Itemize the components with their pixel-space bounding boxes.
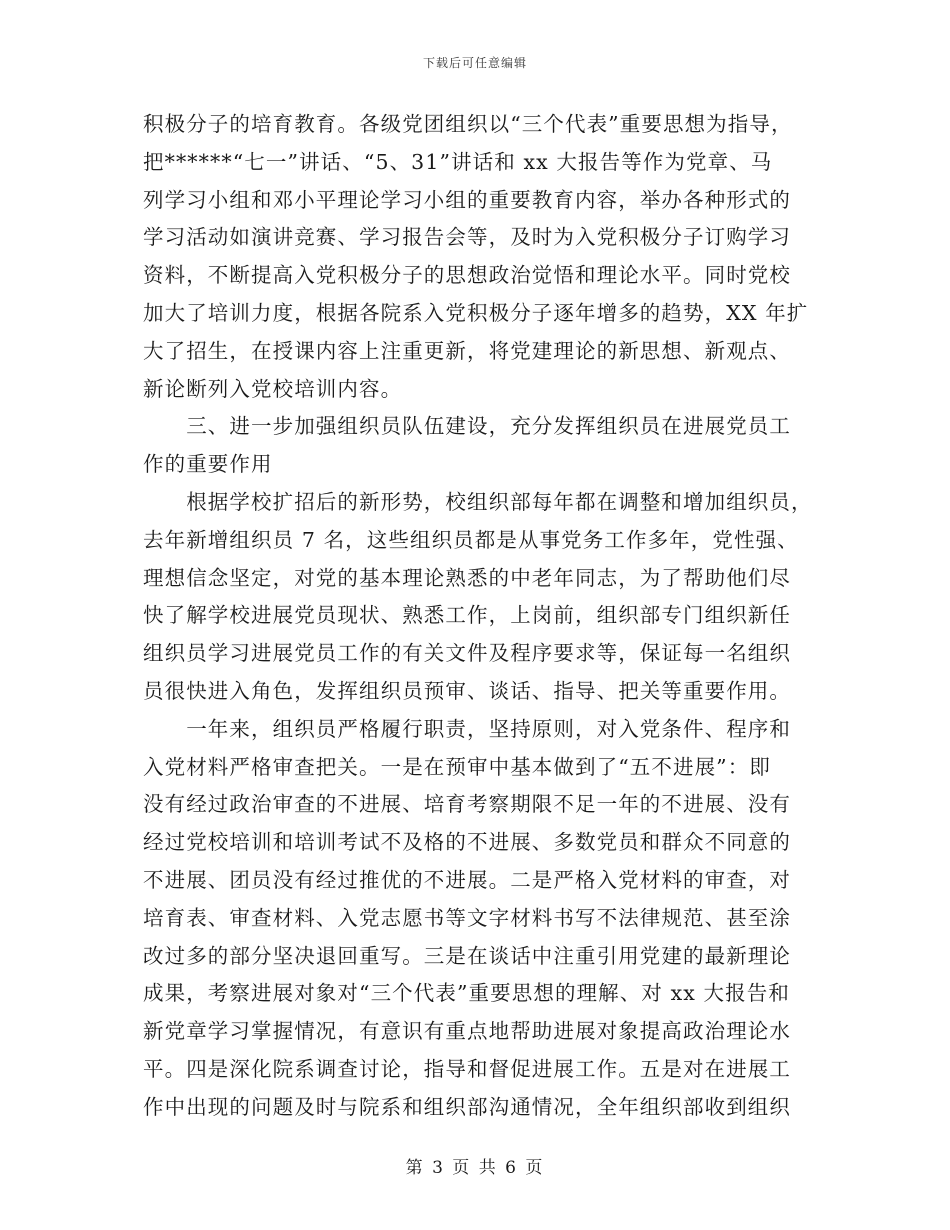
text-line: 培育表、审查材料、入党志愿书等文字材料书写不法律规范、甚至涂 (143, 905, 791, 930)
section-heading-line: 作的重要作用 (143, 452, 273, 477)
section-heading-line: 三、进一步加强组织员队伍建设，充分发挥组织员在进展党员工 (143, 414, 791, 439)
text-line: 快了解学校进展党员现状、熟悉工作，上岗前，组织部专门组织新任 (143, 603, 791, 628)
text-line: 改过多的部分坚决退回重写。三是在谈话中注重引用党建的最新理论 (143, 943, 791, 968)
text-line: 不进展、团员没有经过推优的不进展。二是严格入党材料的审查，对 (143, 867, 791, 892)
page-header: 下载后可任意编辑 (422, 56, 527, 70)
text-line: 把******“七一”讲话、“5、31”讲话和 xx 大报告等作为党章、马 (143, 149, 773, 174)
text-line: 加大了培训力度，根据各院系入党积极分子逐年增多的趋势，XX 年扩 (143, 300, 809, 325)
text-line: 积极分子的培育教育。各级党团组织以“三个代表”重要思想为指导， (143, 112, 793, 136)
text-line: 根据学校扩招后的新形势，校组织部每年都在调整和增加组织员， (143, 489, 813, 514)
text-line: 新论断列入党校培训内容。 (143, 376, 403, 401)
text-line: 去年新增组织员 7 名，这些组织员都是从事党务工作多年，党性强、 (143, 527, 799, 552)
text-line: 组织员学习进展党员工作的有关文件及程序要求等，保证每一名组织 (143, 641, 791, 666)
text-line: 入党材料严格审查把关。一是在预审中基本做到了“五不进展”：即 (143, 754, 771, 779)
text-line: 列学习小组和邓小平理论学习小组的重要教育内容，举办各种形式的 (143, 187, 791, 212)
document-body (143, 106, 813, 1127)
text-line: 作中出现的问题及时与院系和组织部沟通情况，全年组织部收到组织 (143, 1094, 791, 1119)
text-line: 资料，不断提高入党积极分子的思想政治觉悟和理论水平。同时党校 (143, 263, 791, 288)
page-number-footer: 第 3 页 共 6 页 (405, 1158, 545, 1178)
text-line: 没有经过政治审查的不进展、培育考察期限不足一年的不进展、没有 (143, 792, 791, 817)
text-line: 大了招生，在授课内容上注重更新，将党建理论的新思想、新观点、 (143, 338, 791, 363)
text-line: 成果，考察进展对象对“三个代表”重要思想的理解、对 xx 大报告和 (143, 981, 790, 1006)
text-line: 平。四是深化院系调查讨论，指导和督促进展工作。五是对在进展工 (143, 1056, 791, 1081)
text-line: 学习活动如演讲竞赛、学习报告会等，及时为入党积极分子订购学习 (143, 225, 791, 250)
text-line: 经过党校培训和培训考试不及格的不进展、多数党员和群众不同意的 (143, 830, 791, 855)
text-line: 理想信念坚定，对党的基本理论熟悉的中老年同志，为了帮助他们尽 (143, 565, 791, 590)
text-line: 一年来，组织员严格履行职责，坚持原则，对入党条件、程序和 (143, 716, 791, 741)
text-line: 员很快进入角色，发挥组织员预审、谈话、指导、把关等重要作用。 (143, 678, 791, 703)
text-line: 新党章学习掌握情况，有意识有重点地帮助进展对象提高政治理论水 (143, 1019, 791, 1044)
